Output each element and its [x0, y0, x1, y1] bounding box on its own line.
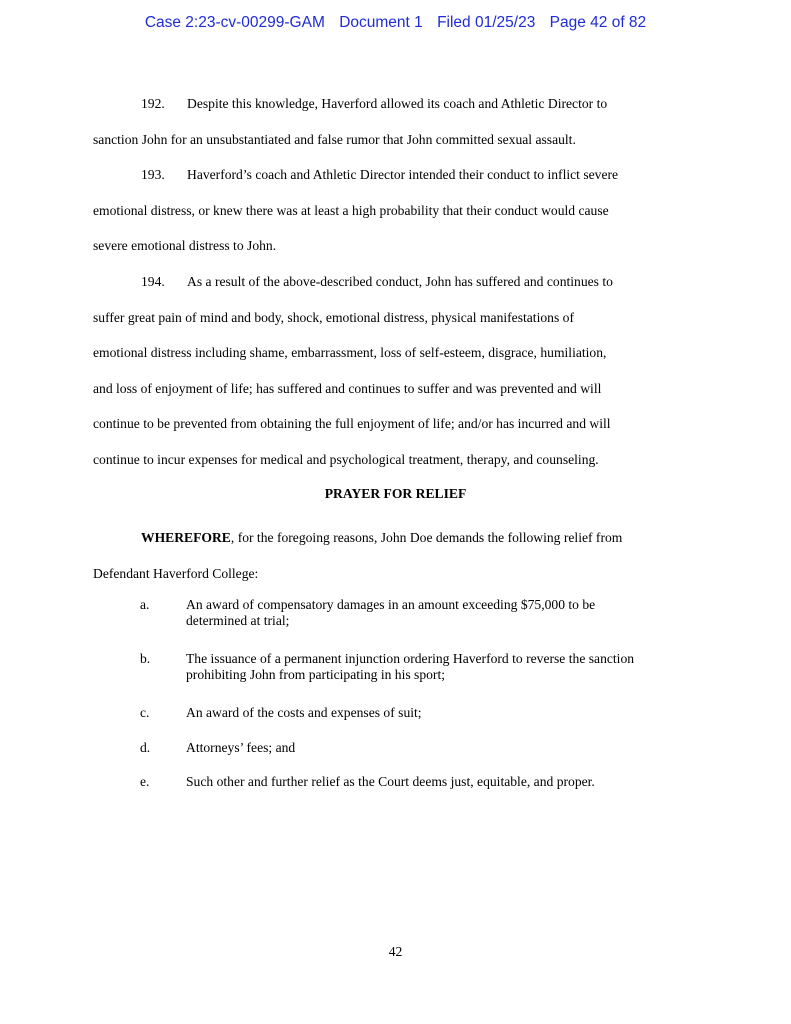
paragraph-line: 194. As a result of the above-described conduct, John has suffered and continues to: [93, 264, 713, 300]
wherefore-clause: [93, 520, 713, 592]
relief-letter: d.: [140, 740, 151, 755]
case-number: Case 2:23-cv-00299-GAM: [144, 14, 325, 31]
paragraph-line: 192. Despite this knowledge, Haverford allowed its coach and Athletic Director to: [93, 86, 713, 122]
paragraph-line: emotional distress, or knew there was at least a high probability that their conduct would cause: [93, 202, 609, 218]
paragraph-line: suffer great pain of mind and body, shock, emotional distress, physical manifestations of: [93, 309, 574, 325]
wherefore-line: WHEREFORE, for the foregoing reasons, John Doe demands the following relief from: [141, 530, 623, 545]
relief-text: Attorneys’ fees; and: [186, 740, 296, 755]
page-number: 42: [388, 944, 403, 959]
paragraph-line: severe emotional distress to John.: [93, 238, 277, 253]
paragraph-number: 192.: [141, 96, 165, 111]
wherefore-line: Defendant Haverford College:: [93, 566, 259, 581]
paragraph-number: 193.: [141, 167, 165, 182]
paragraph-line: 193. Haverford’s coach and Athletic Director intended their conduct to inflict severe: [93, 157, 713, 193]
paragraph-193: [93, 157, 713, 264]
document-number: Document 1: [339, 14, 423, 31]
wherefore-keyword: WHEREFORE: [141, 530, 231, 545]
paragraph-line: and loss of enjoyment of life; has suffered and continues to suffer and was prevented and will: [93, 380, 602, 396]
paragraph-line: continue to incur expenses for medical and psychological treatment, therapy, and counseling.: [93, 451, 599, 467]
relief-letter: e.: [140, 774, 150, 789]
relief-letter: c.: [140, 705, 150, 720]
paragraph-line: continue to be prevented from obtaining the full enjoyment of life; and/or has incurred and will: [93, 416, 611, 431]
relief-text: An award of the costs and expenses of suit;: [186, 705, 422, 720]
paragraph-194: [93, 264, 713, 477]
page-of-total: Page 42 of 82: [549, 14, 647, 31]
filed-date: Filed 01/25/23: [437, 14, 536, 31]
relief-text: Such other and further relief as the Court deems just, equitable, and proper.: [186, 774, 595, 789]
relief-text: The issuance of a permanent injunction ordering Haverford to reverse the sanction prohibiting John from participating in his sport;: [186, 651, 635, 682]
paragraph-192: [93, 86, 713, 157]
relief-letter: a.: [140, 597, 150, 612]
paragraph-line: emotional distress including shame, embarrassment, loss of self-esteem, disgrace, humiliation,: [93, 345, 607, 360]
paragraph-line: sanction John for an unsubstantiated and false rumor that John committed sexual assault.: [93, 131, 576, 147]
ecf-header: [0, 14, 791, 32]
section-heading: PRAYER FOR RELIEF: [324, 486, 467, 501]
relief-text: An award of compensatory damages in an amount exceeding $75,000 to be determined at trial;: [186, 597, 596, 628]
relief-letter: b.: [140, 651, 151, 666]
paragraph-number: 194.: [141, 274, 165, 289]
